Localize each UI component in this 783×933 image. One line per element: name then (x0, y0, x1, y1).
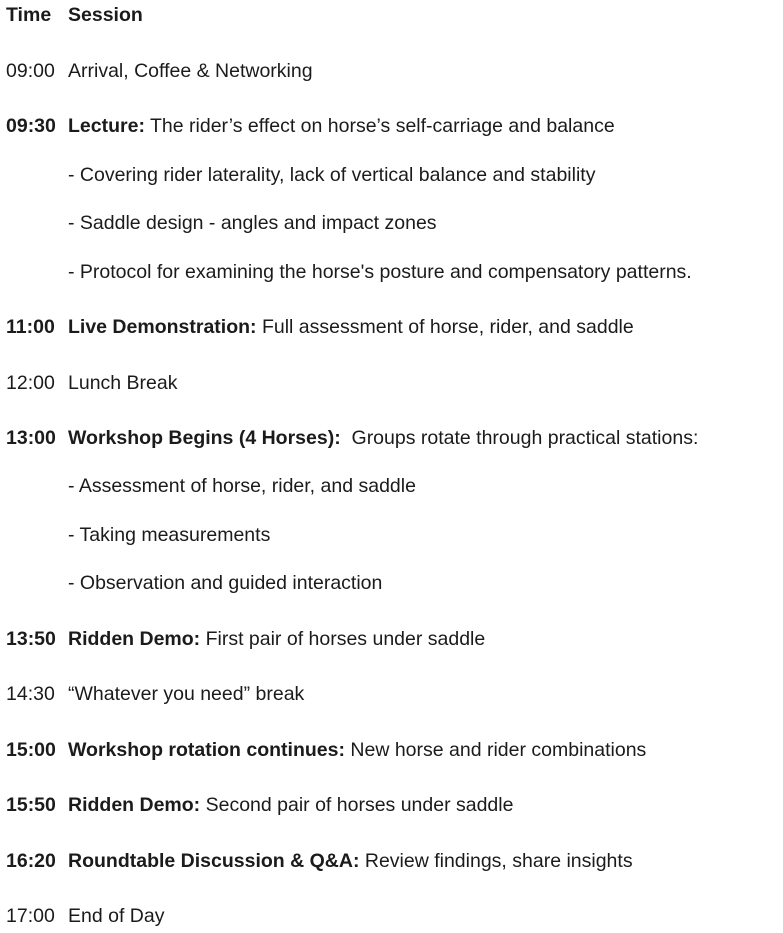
item-time: 11:00 (6, 316, 55, 338)
agenda-item (6, 369, 178, 397)
agenda-item (6, 791, 513, 819)
agenda-item (6, 736, 646, 764)
item-title: Workshop Begins (4 Horses): (68, 427, 341, 449)
item-desc: Groups rotate through practical stations: (340, 427, 699, 449)
item-time: 12:00 (6, 372, 55, 394)
item-time: 15:50 (6, 794, 56, 816)
item-title: Lecture: (68, 115, 145, 137)
item-desc: End of Day (68, 905, 165, 927)
item-time: 09:00 (6, 60, 55, 82)
agenda-item (6, 424, 698, 452)
item-title: Workshop rotation continues: (68, 739, 345, 761)
item-desc: First pair of horses under saddle (200, 628, 486, 650)
item-desc: Lunch Break (68, 372, 178, 394)
agenda-item (6, 625, 485, 653)
item-desc: Full assessment of horse, rider, and saddle (256, 316, 634, 338)
agenda-item (6, 902, 164, 930)
item-desc: Arrival, Coffee & Networking (68, 60, 313, 82)
item-desc: “Whatever you need” break (68, 683, 305, 705)
item-desc: Second pair of horses under saddle (200, 794, 514, 816)
item-title: Ridden Demo: (68, 628, 201, 650)
item-time: 15:00 (6, 739, 56, 761)
sub-item: - Protocol for examining the horse's posture and compensatory patterns. (68, 261, 692, 283)
agenda-item (6, 847, 633, 875)
item-title: Live Demonstration: (68, 316, 257, 338)
item-desc: Review findings, share insights (359, 850, 633, 872)
item-title: Ridden Demo: (68, 794, 201, 816)
item-desc: New horse and rider combinations (344, 739, 647, 761)
agenda-item (6, 680, 304, 708)
item-time: 09:30 (6, 115, 56, 137)
header-row (6, 1, 143, 29)
agenda-item (6, 57, 313, 85)
sub-item: - Assessment of horse, rider, and saddle (68, 475, 416, 497)
sub-item: - Taking measurements (68, 524, 271, 546)
item-time: 17:00 (6, 905, 55, 927)
header-time: Time (6, 4, 52, 26)
agenda-item (6, 112, 615, 140)
item-time: 14:30 (6, 683, 55, 705)
item-time: 13:50 (6, 628, 56, 650)
item-desc: The rider’s effect on horse’s self-carriage and balance (144, 115, 615, 137)
sub-item: - Covering rider laterality, lack of vertical balance and stability (68, 164, 596, 186)
sub-item: - Saddle design - angles and impact zones (68, 212, 437, 234)
item-title: Roundtable Discussion & Q&A: (68, 850, 360, 872)
item-time: 16:20 (6, 850, 56, 872)
item-time: 13:00 (6, 427, 56, 449)
agenda-item (6, 313, 634, 341)
sub-item: - Observation and guided interaction (68, 572, 383, 594)
header-session: Session (68, 4, 143, 26)
